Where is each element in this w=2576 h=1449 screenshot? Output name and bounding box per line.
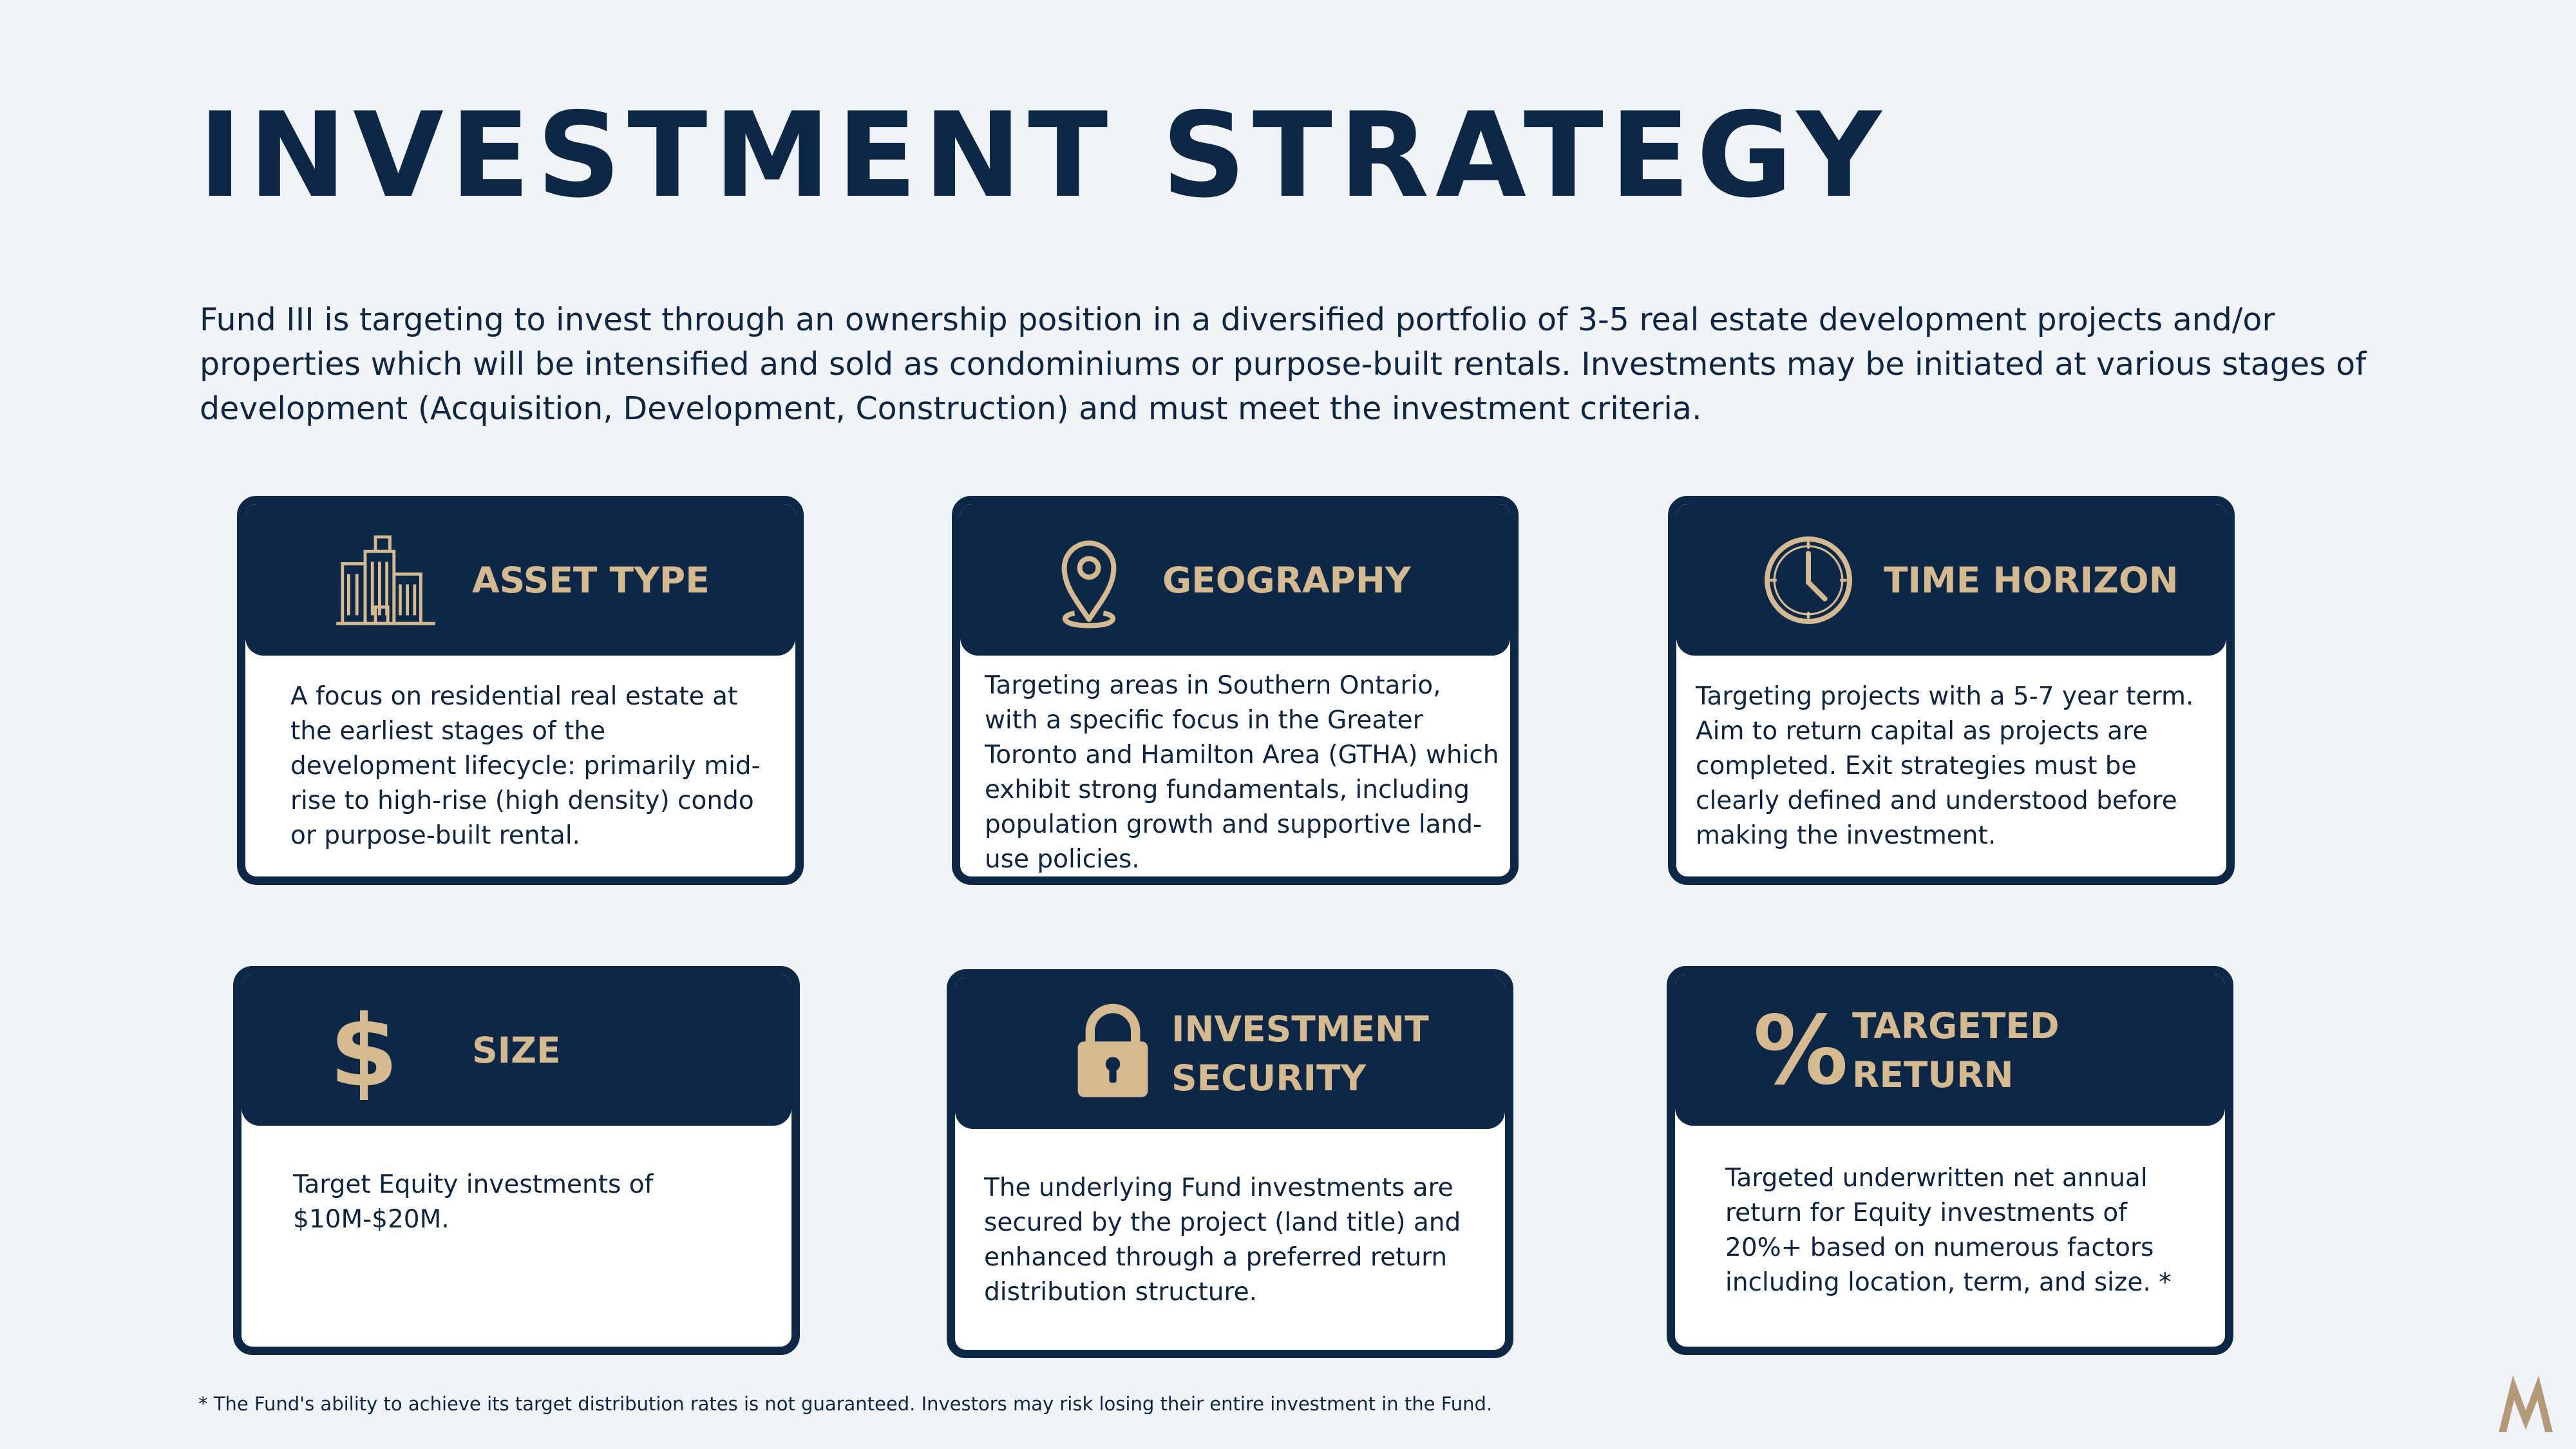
card-title: TARGETED RETURN — [1852, 1005, 2060, 1095]
card-body-text: The underlying Fund investments are secured by the project (land title) and enhanced through a preferred return distribution structure. — [984, 1173, 1461, 1307]
card-body-text: Targeted underwritten net annual return for Equity investments of 20%+ based on numerous factors including location, term, and size. * — [1725, 1164, 2172, 1297]
page-title: INVESTMENT STRATEGY — [198, 87, 1888, 223]
location-pin-icon — [1037, 529, 1141, 632]
card-investment-security — [947, 969, 1513, 1358]
card-header — [245, 504, 795, 656]
card-header — [960, 504, 1510, 656]
lock-icon — [1061, 998, 1164, 1101]
card-title: TIME HORIZON — [1884, 559, 2179, 601]
clock-icon — [1757, 529, 1860, 632]
card-header — [1675, 974, 2225, 1126]
card-title: ASSET TYPE — [472, 559, 710, 601]
card-header — [242, 974, 791, 1126]
company-logo — [2494, 1370, 2558, 1435]
card-time-horizon — [1668, 496, 2235, 885]
card-header — [1676, 504, 2226, 656]
card-title: INVESTMENT SECURITY — [1171, 1008, 1429, 1099]
svg-text:$: $ — [329, 999, 399, 1102]
intro-paragraph: Fund III is targeting to invest through an ownership position in a diversified portfolio of 3-5 real estate development projects and/or properties which will be intensified and sold as condominiums or purpose-built rentals. Investments may be initiated at various stages of development (Acquisition, Development, Construction) and must meet the investment criteria. — [200, 301, 2367, 427]
svg-text:%: % — [1753, 999, 1848, 1102]
card-header — [955, 978, 1505, 1129]
dollar-icon — [312, 999, 415, 1102]
card-title: SIZE — [472, 1029, 561, 1071]
card-body-text: Target Equity investments of $10M-$20M. — [293, 1170, 654, 1234]
footnote: * The Fund's ability to achieve its target distribution rates is not guaranteed. Investors may risk losing their entire investment in the Fund. — [198, 1393, 1493, 1415]
card-size — [233, 966, 800, 1355]
card-title: GEOGRAPHY — [1162, 559, 1411, 601]
card-body-text: A focus on residential real estate at the earliest stages of the development lifecycle: primarily mid-rise to high-rise (high density) condo or purpose-built rental. — [290, 682, 761, 850]
buildings-icon — [334, 529, 437, 632]
card-body-text: Targeting areas in Southern Ontario, with a specific focus in the Greater Toronto and Hamilton Area (GTHA) which exhibit strong fundamentals, including population growth and supportive land-use policies. — [985, 671, 1499, 874]
percent-icon — [1749, 999, 1852, 1102]
card-body-text: Targeting projects with a 5-7 year term. Aim to return capital as projects are completed. Exit strategies must be clearly defined and understood before making the investment. — [1696, 682, 2194, 850]
card-targeted-return — [1667, 966, 2233, 1355]
card-geography — [952, 496, 1519, 885]
card-asset-type — [237, 496, 804, 885]
